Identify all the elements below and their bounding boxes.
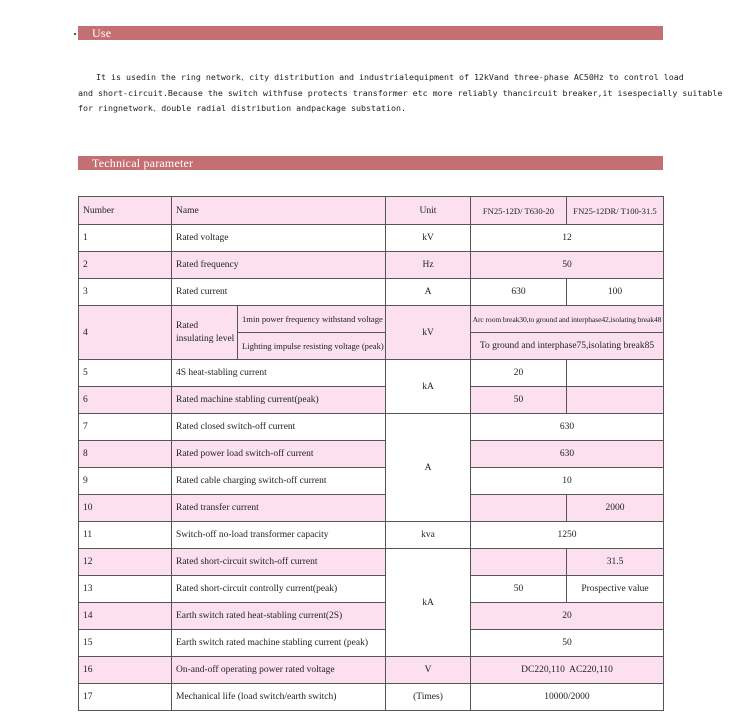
table-row	[79, 468, 664, 495]
row-name: Rated closed switch-off current	[172, 414, 386, 441]
row-number: 11	[79, 522, 172, 549]
row-number: 17	[79, 684, 172, 711]
row-name: Rated short-circuit switch-off current	[172, 549, 386, 576]
intro-line: for ringnetwork、double radial distribution andpackage substation.	[78, 103, 406, 113]
row-value-model-2: 31.5	[567, 549, 664, 576]
row-unit: V	[386, 657, 471, 684]
row-value-model-2: 2000	[567, 495, 664, 522]
intro-line: and short-circuit.Because the switch withfuse protects transformer etc more reliably thancircuit breaker,it isespecially suitable	[78, 87, 723, 98]
row-name: Rated cable charging switch-off current	[172, 468, 386, 495]
row-number: 9	[79, 468, 172, 495]
row-value: 20	[471, 603, 664, 630]
intro-paragraph	[78, 70, 723, 117]
row-value: DC220,110 AC220,110	[471, 657, 664, 684]
table-row	[79, 306, 664, 333]
row-number: 8	[79, 441, 172, 468]
technical-parameter-table	[78, 196, 664, 711]
row-value: 50	[471, 252, 664, 279]
row-value: 10000/2000	[471, 684, 664, 711]
row-number: 6	[79, 387, 172, 414]
row-name: Rated machine stabling current(peak)	[172, 387, 386, 414]
row-value: 630	[471, 441, 664, 468]
row-number: 16	[79, 657, 172, 684]
header-name: Name	[172, 197, 386, 225]
row-value-model-2	[567, 387, 664, 414]
row-name: Rated current	[172, 279, 386, 306]
row-name: On-and-off operating power rated voltage	[172, 657, 386, 684]
table-row	[79, 495, 664, 522]
row-value-model-1: 20	[471, 360, 567, 387]
row-value: 10	[471, 468, 664, 495]
table-header-row	[79, 197, 664, 225]
row-number: 13	[79, 576, 172, 603]
row-unit: kva	[386, 522, 471, 549]
row-number: 4	[79, 306, 172, 360]
table-row	[79, 414, 664, 441]
table-row	[79, 225, 664, 252]
row-number: 14	[79, 603, 172, 630]
table-row	[79, 252, 664, 279]
row-value-model-1: 630	[471, 279, 567, 306]
row-unit: A	[386, 414, 471, 522]
row-name: Rated voltage	[172, 225, 386, 252]
row-name: Rated transfer current	[172, 495, 386, 522]
table-row	[79, 684, 664, 711]
table-row	[79, 576, 664, 603]
row-value-model-1: 50	[471, 387, 567, 414]
row-unit: kA	[386, 549, 471, 657]
row-name: Rated short-circuit controlly current(peak)	[172, 576, 386, 603]
row-number: 1	[79, 225, 172, 252]
row-value: 50	[471, 630, 664, 657]
row-number: 12	[79, 549, 172, 576]
row-name: Rated frequency	[172, 252, 386, 279]
row-unit: kV	[386, 306, 471, 360]
bullet-mark	[74, 33, 76, 35]
row-unit: A	[386, 279, 471, 306]
header-number: Number	[79, 197, 172, 225]
row-sub-name: Lighting impulse resisting voltage (peak)	[238, 333, 386, 360]
row-unit: kV	[386, 225, 471, 252]
row-value: 630	[471, 414, 664, 441]
section-title: Technical parameter	[92, 156, 194, 170]
row-name: Switch-off no-load transformer capacity	[172, 522, 386, 549]
table-row	[79, 441, 664, 468]
row-name: 4S heat-stabling current	[172, 360, 386, 387]
row-value-model-1	[471, 495, 567, 522]
section-header-technical-parameter	[78, 156, 663, 170]
row-number: 10	[79, 495, 172, 522]
row-number: 3	[79, 279, 172, 306]
row-value: 12	[471, 225, 664, 252]
row-value-model-2	[567, 360, 664, 387]
table-row	[79, 630, 664, 657]
row-value: 1250	[471, 522, 664, 549]
row-name: Mechanical life (load switch/earth switch)	[172, 684, 386, 711]
header-model-1: FN25-12D/ T630-20	[471, 197, 567, 225]
row-name: Rated insulating level	[172, 306, 238, 360]
table-row	[79, 603, 664, 630]
table-row	[79, 522, 664, 549]
row-unit: (Times)	[386, 684, 471, 711]
row-number: 7	[79, 414, 172, 441]
row-unit: kA	[386, 360, 471, 414]
table-row	[79, 657, 664, 684]
row-name: Earth switch rated heat-stabling current(2S)	[172, 603, 386, 630]
row-number: 15	[79, 630, 172, 657]
row-sub-value: To ground and interphase75,isolating break85	[471, 333, 664, 360]
row-value-model-1	[471, 549, 567, 576]
section-title: Use	[92, 26, 112, 40]
row-value-model-2: 100	[567, 279, 664, 306]
row-sub-name: 1min power frequency withstand voltage	[238, 306, 386, 333]
row-value-model-1: 50	[471, 576, 567, 603]
section-header-use	[78, 26, 663, 40]
table-row	[79, 279, 664, 306]
row-number: 5	[79, 360, 172, 387]
table-row	[79, 549, 664, 576]
row-sub-value: Arc room break30,to ground and interphase42,isolating break48	[471, 306, 664, 333]
row-name: Earth switch rated machine stabling current (peak)	[172, 630, 386, 657]
header-model-2: FN25-12DR/ T100-31.5	[567, 197, 664, 225]
intro-line: It is usedin the ring network、city distribution and industrialequipment of 12kVand three-phase AC50Hz to control load	[96, 72, 684, 82]
row-name: Rated power load switch-off current	[172, 441, 386, 468]
table-row	[79, 360, 664, 387]
header-unit: Unit	[386, 197, 471, 225]
row-unit: Hz	[386, 252, 471, 279]
row-number: 2	[79, 252, 172, 279]
row-value-model-2: Prospective value	[567, 576, 664, 603]
table-row	[79, 387, 664, 414]
